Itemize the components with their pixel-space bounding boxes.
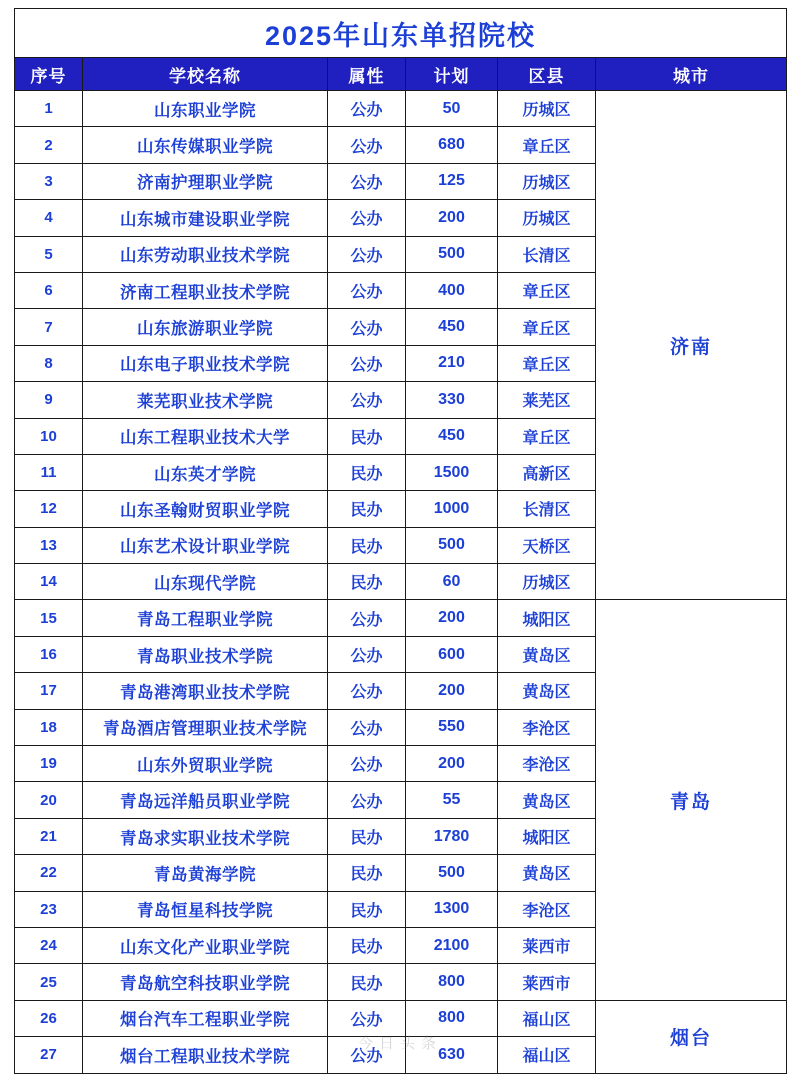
- cell-type: 公办: [328, 1000, 406, 1036]
- cell-index: 23: [15, 891, 83, 927]
- cell-type: 公办: [328, 127, 406, 163]
- table-header-row: [15, 58, 787, 91]
- cell-plan: 2100: [406, 927, 498, 963]
- cell-index: 4: [15, 200, 83, 236]
- cell-type: 公办: [328, 709, 406, 745]
- cell-index: 26: [15, 1000, 83, 1036]
- cell-type: 公办: [328, 1037, 406, 1073]
- cell-index: 27: [15, 1037, 83, 1073]
- cell-plan: 450: [406, 309, 498, 345]
- cell-school-name: 烟台工程职业技术学院: [83, 1037, 328, 1073]
- cell-district: 历城区: [498, 163, 596, 199]
- cell-district: 莱芜区: [498, 382, 596, 418]
- column-header-index: 序号: [15, 58, 83, 91]
- cell-type: 公办: [328, 236, 406, 272]
- watermark: 今日头条: [357, 1035, 442, 1052]
- cell-index: 12: [15, 491, 83, 527]
- cell-index: 20: [15, 782, 83, 818]
- cell-plan: 800: [406, 1000, 498, 1036]
- cell-district: 莱西市: [498, 964, 596, 1000]
- cell-type: 公办: [328, 272, 406, 308]
- page-title: 2025年山东单招院校: [15, 9, 787, 58]
- cell-school-name: 青岛恒星科技学院: [83, 891, 328, 927]
- cell-plan: 550: [406, 709, 498, 745]
- cell-index: 2: [15, 127, 83, 163]
- cell-type: 公办: [328, 309, 406, 345]
- cell-index: 16: [15, 636, 83, 672]
- cell-plan: 630: [406, 1037, 498, 1073]
- cell-school-name: 山东外贸职业学院: [83, 746, 328, 782]
- cell-index: 9: [15, 382, 83, 418]
- column-header-plan: 计划: [406, 58, 498, 91]
- cell-district: 福山区: [498, 1000, 596, 1036]
- cell-district: 高新区: [498, 454, 596, 490]
- cell-index: 5: [15, 236, 83, 272]
- column-header-district: 区县: [498, 58, 596, 91]
- cell-school-name: 山东职业学院: [83, 91, 328, 127]
- cell-school-name: 山东城市建设职业学院: [83, 200, 328, 236]
- cell-type: 公办: [328, 200, 406, 236]
- cell-district: 黄岛区: [498, 673, 596, 709]
- cell-school-name: 山东文化产业职业学院: [83, 927, 328, 963]
- table-row: [15, 1000, 787, 1036]
- cell-district: 李沧区: [498, 709, 596, 745]
- cell-plan: 210: [406, 345, 498, 381]
- cell-plan: 200: [406, 600, 498, 636]
- cell-school-name: 青岛港湾职业技术学院: [83, 673, 328, 709]
- cell-school-name: 青岛远洋船员职业学院: [83, 782, 328, 818]
- cell-type: 民办: [328, 818, 406, 854]
- cell-index: 13: [15, 527, 83, 563]
- cell-index: 15: [15, 600, 83, 636]
- cell-city: 青岛: [596, 600, 787, 1000]
- cell-plan: 330: [406, 382, 498, 418]
- cell-district: 长清区: [498, 236, 596, 272]
- cell-index: 10: [15, 418, 83, 454]
- cell-type: 公办: [328, 673, 406, 709]
- cell-index: 21: [15, 818, 83, 854]
- cell-type: 民办: [328, 527, 406, 563]
- cell-school-name: 济南工程职业技术学院: [83, 272, 328, 308]
- table-title-row: [15, 9, 787, 58]
- cell-district: 历城区: [498, 91, 596, 127]
- cell-school-name: 济南护理职业学院: [83, 163, 328, 199]
- cell-index: 19: [15, 746, 83, 782]
- cell-plan: 450: [406, 418, 498, 454]
- cell-index: 7: [15, 309, 83, 345]
- cell-index: 6: [15, 272, 83, 308]
- cell-district: 城阳区: [498, 600, 596, 636]
- cell-plan: 400: [406, 272, 498, 308]
- cell-district: 章丘区: [498, 345, 596, 381]
- cell-plan: 200: [406, 673, 498, 709]
- cell-district: 李沧区: [498, 891, 596, 927]
- cell-type: 公办: [328, 782, 406, 818]
- cell-school-name: 莱芜职业技术学院: [83, 382, 328, 418]
- cell-school-name: 山东劳动职业技术学院: [83, 236, 328, 272]
- cell-school-name: 青岛酒店管理职业技术学院: [83, 709, 328, 745]
- cell-district: 李沧区: [498, 746, 596, 782]
- cell-index: 14: [15, 564, 83, 600]
- cell-school-name: 山东艺术设计职业学院: [83, 527, 328, 563]
- cell-district: 黄岛区: [498, 636, 596, 672]
- cell-district: 章丘区: [498, 272, 596, 308]
- cell-district: 长清区: [498, 491, 596, 527]
- cell-plan: 680: [406, 127, 498, 163]
- cell-school-name: 山东英才学院: [83, 454, 328, 490]
- cell-district: 黄岛区: [498, 782, 596, 818]
- cell-school-name: 山东圣翰财贸职业学院: [83, 491, 328, 527]
- cell-type: 民办: [328, 891, 406, 927]
- cell-type: 公办: [328, 600, 406, 636]
- cell-district: 黄岛区: [498, 855, 596, 891]
- cell-district: 历城区: [498, 564, 596, 600]
- cell-school-name: 山东现代学院: [83, 564, 328, 600]
- cell-index: 22: [15, 855, 83, 891]
- cell-index: 1: [15, 91, 83, 127]
- cell-plan: 1000: [406, 491, 498, 527]
- cell-plan: 125: [406, 163, 498, 199]
- cell-type: 公办: [328, 163, 406, 199]
- cell-index: 24: [15, 927, 83, 963]
- cell-plan: 800: [406, 964, 498, 1000]
- cell-plan: 50: [406, 91, 498, 127]
- cell-type: 公办: [328, 382, 406, 418]
- cell-school-name: 山东工程职业技术大学: [83, 418, 328, 454]
- cell-school-name: 青岛航空科技职业学院: [83, 964, 328, 1000]
- cell-district: 天桥区: [498, 527, 596, 563]
- table-row: [15, 91, 787, 127]
- cell-type: 民办: [328, 454, 406, 490]
- table-body: [15, 91, 787, 1074]
- cell-city: 烟台: [596, 1000, 787, 1073]
- cell-type: 民办: [328, 855, 406, 891]
- cell-index: 3: [15, 163, 83, 199]
- cell-plan: 55: [406, 782, 498, 818]
- cell-district: 章丘区: [498, 418, 596, 454]
- cell-type: 公办: [328, 746, 406, 782]
- cell-plan: 1780: [406, 818, 498, 854]
- cell-plan: 600: [406, 636, 498, 672]
- cell-district: 莱西市: [498, 927, 596, 963]
- cell-school-name: 青岛职业技术学院: [83, 636, 328, 672]
- cell-school-name: 山东旅游职业学院: [83, 309, 328, 345]
- cell-type: 公办: [328, 345, 406, 381]
- cell-school-name: 青岛工程职业学院: [83, 600, 328, 636]
- cell-school-name: 山东电子职业技术学院: [83, 345, 328, 381]
- cell-type: 民办: [328, 491, 406, 527]
- cell-plan: 500: [406, 527, 498, 563]
- cell-district: 章丘区: [498, 127, 596, 163]
- cell-plan: 500: [406, 855, 498, 891]
- cell-school-name: 青岛求实职业技术学院: [83, 818, 328, 854]
- cell-type: 民办: [328, 927, 406, 963]
- cell-plan: 60: [406, 564, 498, 600]
- schools-table: [14, 8, 787, 1074]
- cell-plan: 1500: [406, 454, 498, 490]
- column-header-school-name: 学校名称: [83, 58, 328, 91]
- cell-type: 民办: [328, 418, 406, 454]
- cell-index: 17: [15, 673, 83, 709]
- cell-type: 民办: [328, 964, 406, 1000]
- cell-school-name: 青岛黄海学院: [83, 855, 328, 891]
- cell-district: 章丘区: [498, 309, 596, 345]
- cell-type: 公办: [328, 636, 406, 672]
- cell-district: 历城区: [498, 200, 596, 236]
- cell-type: 民办: [328, 564, 406, 600]
- cell-plan: 200: [406, 200, 498, 236]
- cell-plan: 200: [406, 746, 498, 782]
- cell-district: 城阳区: [498, 818, 596, 854]
- cell-city: 济南: [596, 91, 787, 600]
- cell-plan: 1300: [406, 891, 498, 927]
- table-row: [15, 600, 787, 636]
- column-header-type: 属性: [328, 58, 406, 91]
- cell-index: 18: [15, 709, 83, 745]
- cell-index: 11: [15, 454, 83, 490]
- cell-school-name: 烟台汽车工程职业学院: [83, 1000, 328, 1036]
- cell-index: 8: [15, 345, 83, 381]
- cell-index: 25: [15, 964, 83, 1000]
- cell-plan: 500: [406, 236, 498, 272]
- cell-district: 福山区: [498, 1037, 596, 1073]
- cell-type: 公办: [328, 91, 406, 127]
- column-header-city: 城市: [596, 58, 787, 91]
- cell-school-name: 山东传媒职业学院: [83, 127, 328, 163]
